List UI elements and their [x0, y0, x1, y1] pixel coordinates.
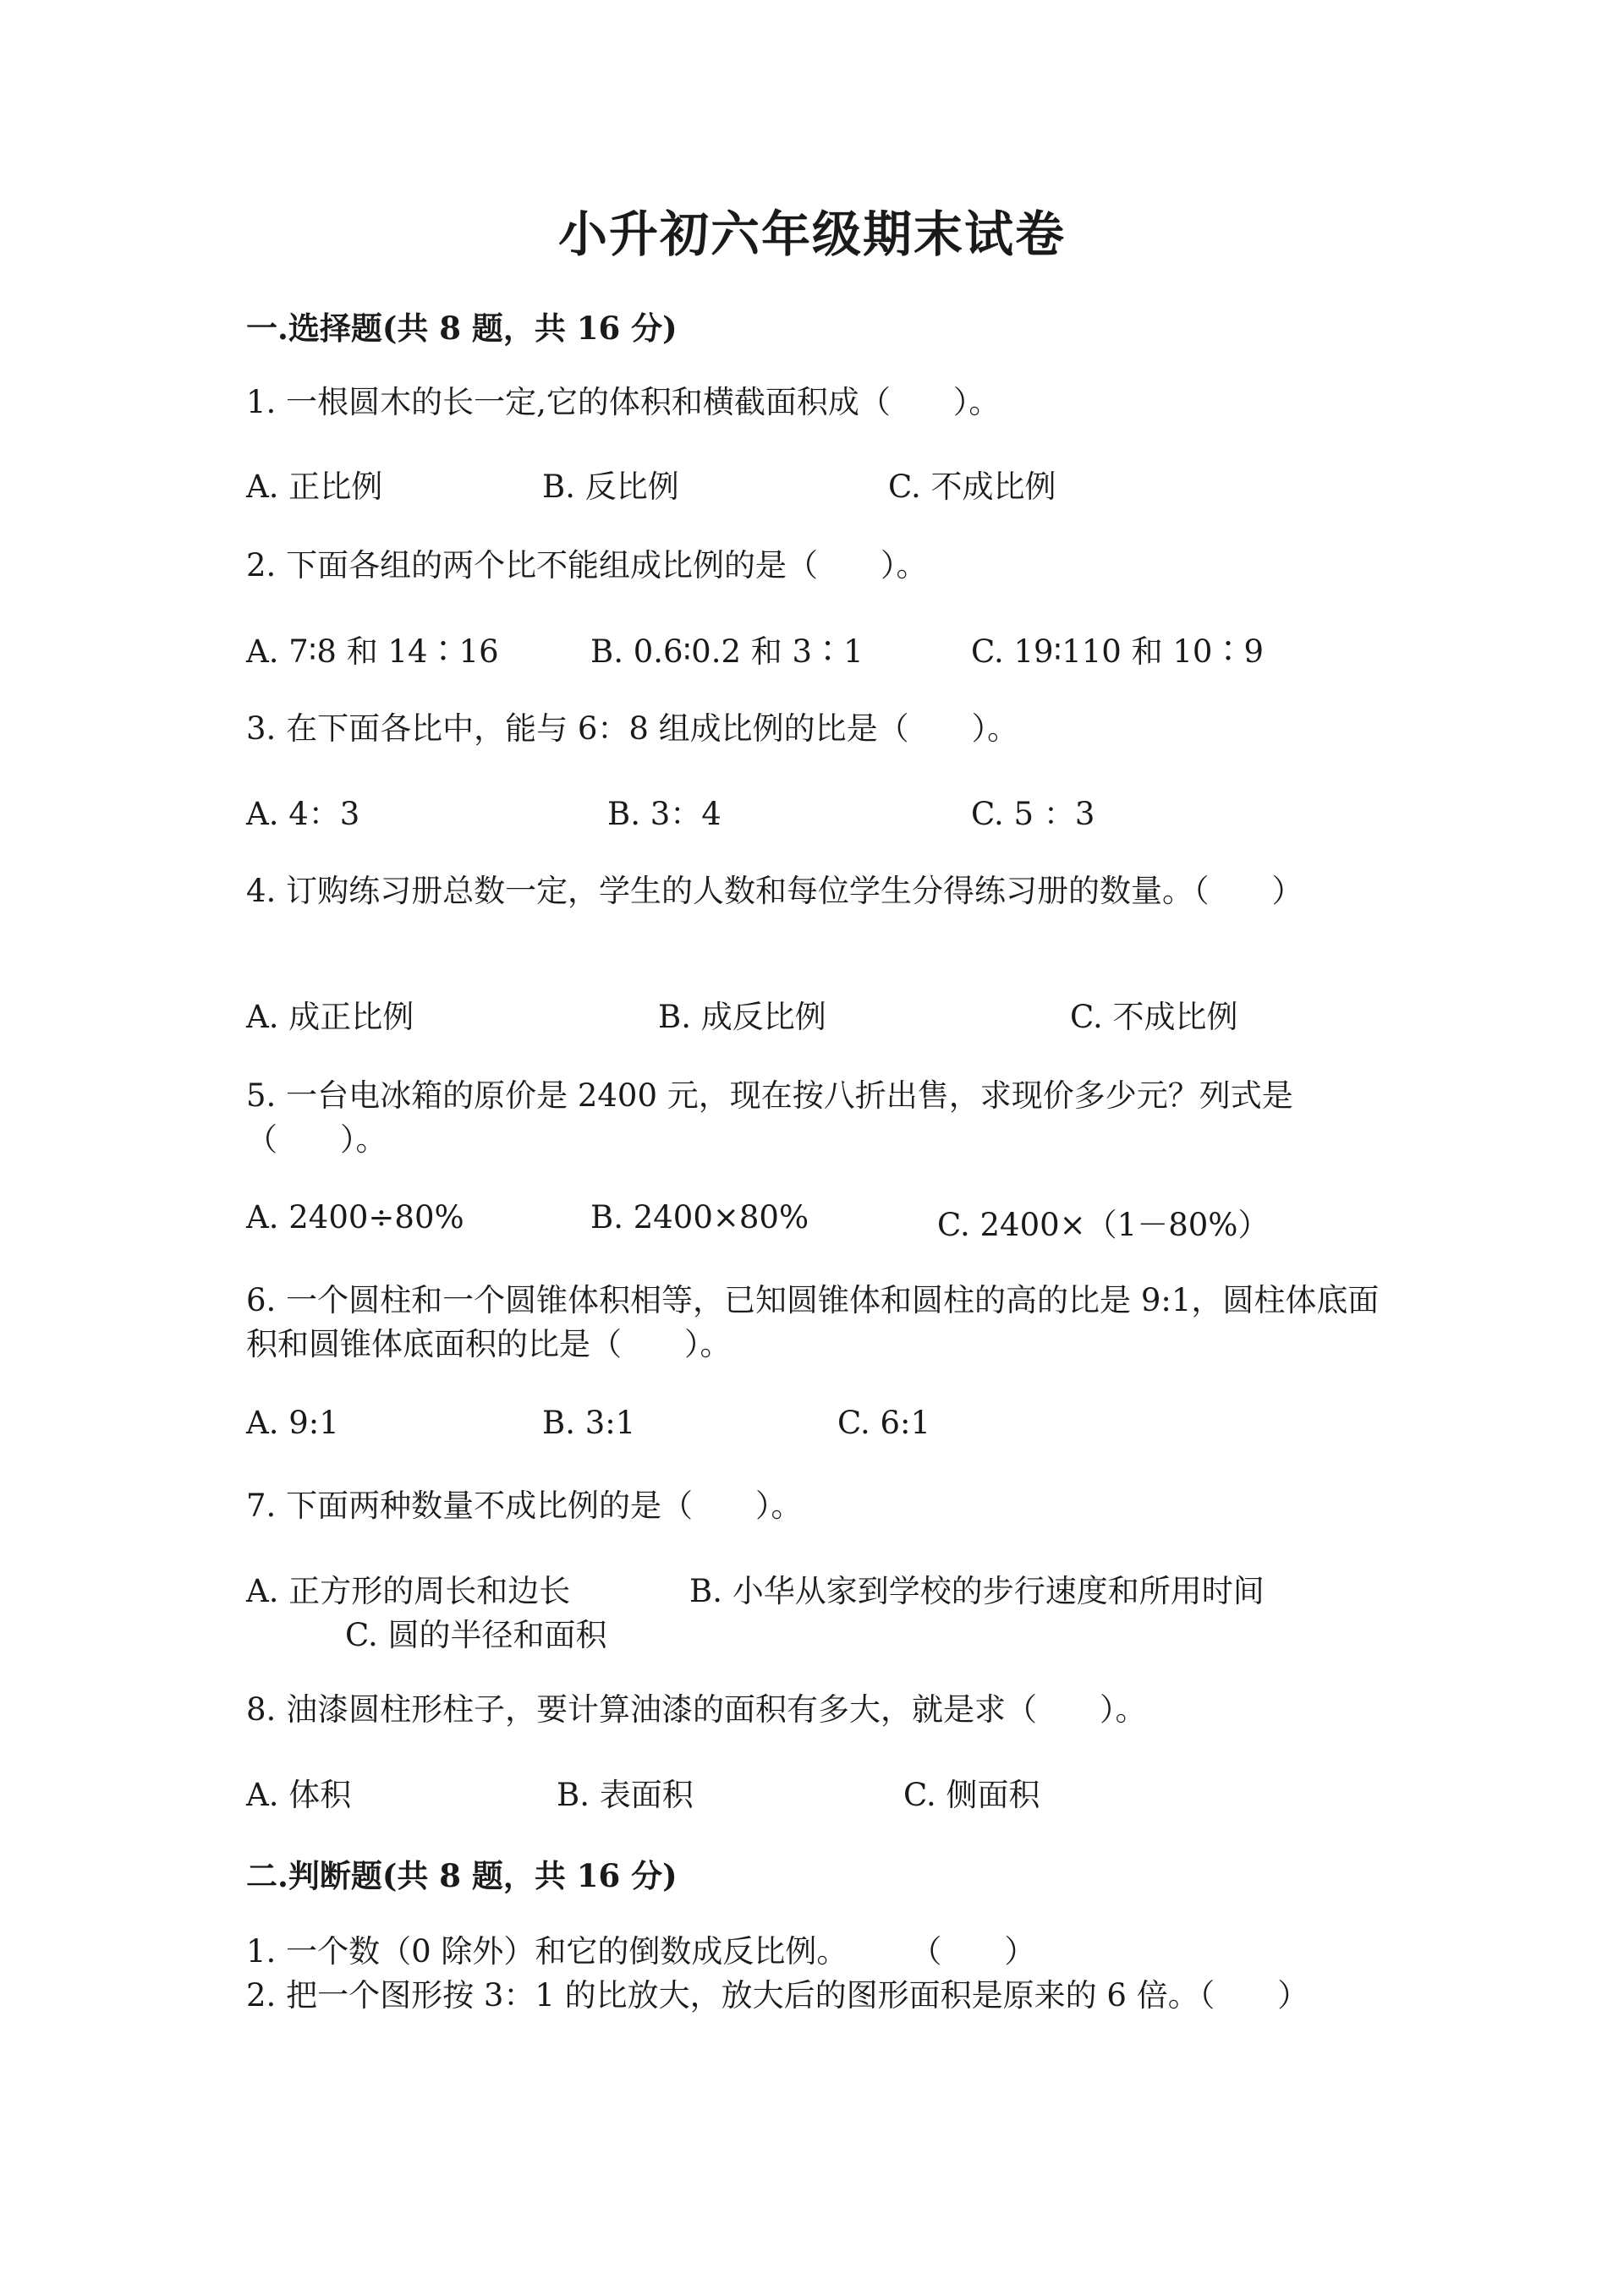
question-6: 6. 一个圆柱和一个圆锥体积相等，已知圆锥体和圆柱的高的比是 9:1，圆柱体底面积和圆锥体底面积的比是（ ）。	[246, 1282, 1380, 1362]
option-3c[interactable]: C. 5 ：3	[971, 796, 1095, 832]
option-3b[interactable]: B. 3：4	[607, 796, 721, 832]
option-1b[interactable]: B. 反比例	[542, 469, 679, 505]
option-2c[interactable]: C. 19∶110 和 10∶9	[971, 633, 1264, 670]
option-8a[interactable]: A. 体积	[246, 1777, 352, 1813]
option-6b[interactable]: B. 3:1	[542, 1405, 636, 1441]
question-8: 8. 油漆圆柱形柱子，要计算油漆的面积有多大，就是求（ ）。	[246, 1691, 1147, 1728]
page-title: 小升初六年级期末试卷	[557, 205, 1066, 263]
option-6c[interactable]: C. 6:1	[837, 1405, 931, 1441]
section-heading-judgment: 二.判断题(共 8 题，共 16 分)	[246, 1857, 678, 1894]
option-2a[interactable]: A. 7∶8 和 14∶16	[246, 633, 499, 670]
option-5b[interactable]: B. 2400×80%	[590, 1199, 809, 1236]
option-5a[interactable]: A. 2400÷80%	[246, 1199, 464, 1236]
option-7b[interactable]: B. 小华从家到学校的步行速度和所用时间	[689, 1573, 1265, 1609]
question-1: 1. 一根圆木的长一定,它的体积和横截面积成（ ）。	[246, 384, 1001, 420]
option-7a[interactable]: A. 正方形的周长和边长	[246, 1573, 571, 1609]
option-1a[interactable]: A. 正比例	[246, 469, 383, 505]
option-4b[interactable]: B. 成反比例	[658, 999, 826, 1035]
judgment-2: 2. 把一个图形按 3：1 的比放大，放大后的图形面积是原来的 6 倍。（ ）	[246, 1977, 1309, 2014]
option-1c[interactable]: C. 不成比例	[888, 469, 1056, 505]
option-7c[interactable]: C. 圆的半径和面积	[345, 1617, 607, 1653]
option-5c[interactable]: C. 2400×（1－80%）	[937, 1207, 1270, 1243]
option-3a[interactable]: A. 4：3	[246, 796, 360, 832]
option-4c[interactable]: C. 不成比例	[1070, 999, 1238, 1035]
option-4a[interactable]: A. 成正比例	[246, 999, 414, 1035]
question-5: 5. 一台电冰箱的原价是 2400 元，现在按八折出售，求现价多少元？列式是（ ）。	[246, 1077, 1293, 1158]
question-7: 7. 下面两种数量不成比例的是（ ）。	[246, 1488, 803, 1524]
option-2b[interactable]: B. 0.6∶0.2 和 3∶1	[590, 633, 864, 670]
question-2: 2. 下面各组的两个比不能组成比例的是（ ）。	[246, 547, 928, 584]
section-heading-choice: 一.选择题(共 8 题，共 16 分)	[246, 310, 678, 347]
judgment-1: 1. 一个数（0 除外）和它的倒数成反比例。 （ ）	[246, 1933, 1036, 1970]
option-6a[interactable]: A. 9:1	[246, 1405, 339, 1441]
question-4: 4. 订购练习册总数一定，学生的人数和每位学生分得练习册的数量。（ ）	[246, 873, 1303, 909]
option-8b[interactable]: B. 表面积	[557, 1777, 694, 1813]
question-3: 3. 在下面各比中，能与 6：8 组成比例的比是（ ）。	[246, 710, 1019, 747]
option-8c[interactable]: C. 侧面积	[903, 1777, 1040, 1813]
